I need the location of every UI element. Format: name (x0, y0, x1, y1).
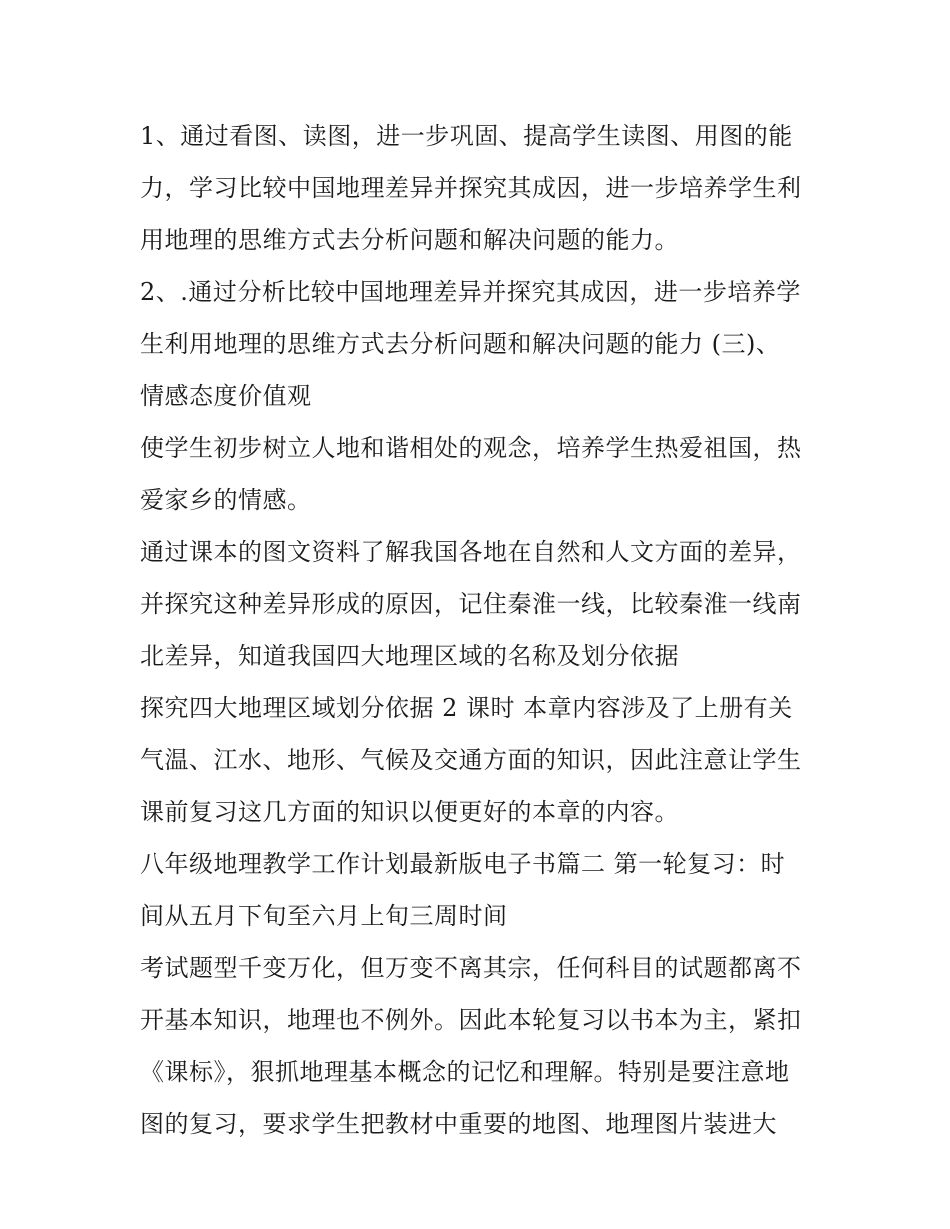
paragraph-objective-1 (140, 110, 820, 266)
text-line: 情感态度价值观 (140, 382, 312, 410)
text-line: 间从五月下旬至六月上旬三周时间 (140, 902, 508, 930)
text-line: 气温、江水、地形、气候及交通方面的知识，因此注意让学生 (140, 746, 802, 774)
text-line: 课前复习这几方面的知识以便更好的本章的内容。 (140, 798, 679, 826)
paragraph-objective-2 (140, 266, 820, 422)
text-line: 北差异，知道我国四大地理区域的名称及划分依据 (140, 642, 679, 670)
text-line: 1、通过看图、读图，进一步巩固、提高学生读图、用图的能 (140, 122, 793, 150)
text-line: 通过课本的图文资料了解我国各地在自然和人文方面的差异， (140, 538, 802, 566)
text-line: 2、.通过分析比较中国地理差异并探究其成因，进一步培养学 (140, 278, 801, 306)
paragraph-difficulty-schedule (140, 682, 820, 838)
text-line: 探究四大地理区域划分依据 2 课时 本章内容涉及了上册有关 (140, 694, 793, 722)
paragraph-emotion-goal (140, 422, 820, 526)
text-line: 使学生初步树立人地和谐相处的观念，培养学生热爱祖国，热 (140, 434, 802, 462)
text-line: 爱家乡的情感。 (140, 486, 312, 514)
paragraph-section-two-heading (140, 838, 820, 942)
text-line: 开基本知识，地理也不例外。因此本轮复习以书本为主，紧扣 (140, 1006, 802, 1034)
text-line: 八年级地理教学工作计划最新版电子书篇二 第一轮复习：时 (140, 850, 786, 878)
text-line: 用地理的思维方式去分析问题和解决问题的能力。 (140, 226, 679, 254)
text-line: 生利用地理的思维方式去分析问题和解决问题的能力 (三)、 (140, 330, 781, 358)
text-line: 考试题型千变万化，但万变不离其宗，任何科目的试题都离不 (140, 954, 802, 982)
text-line: 图的复习，要求学生把教材中重要的地图、地理图片装进大 (140, 1110, 777, 1138)
paragraph-review-plan (140, 942, 820, 1150)
paragraph-key-points (140, 526, 820, 682)
document-body (140, 110, 820, 1150)
text-line: 力，学习比较中国地理差异并探究其成因，进一步培养学生利 (140, 174, 802, 202)
text-line: 并探究这种差异形成的原因，记住秦淮一线，比较秦淮一线南 (140, 590, 802, 618)
text-line: 《课标》，狠抓地理基本概念的记忆和理解。特别是要注意地 (140, 1058, 790, 1086)
